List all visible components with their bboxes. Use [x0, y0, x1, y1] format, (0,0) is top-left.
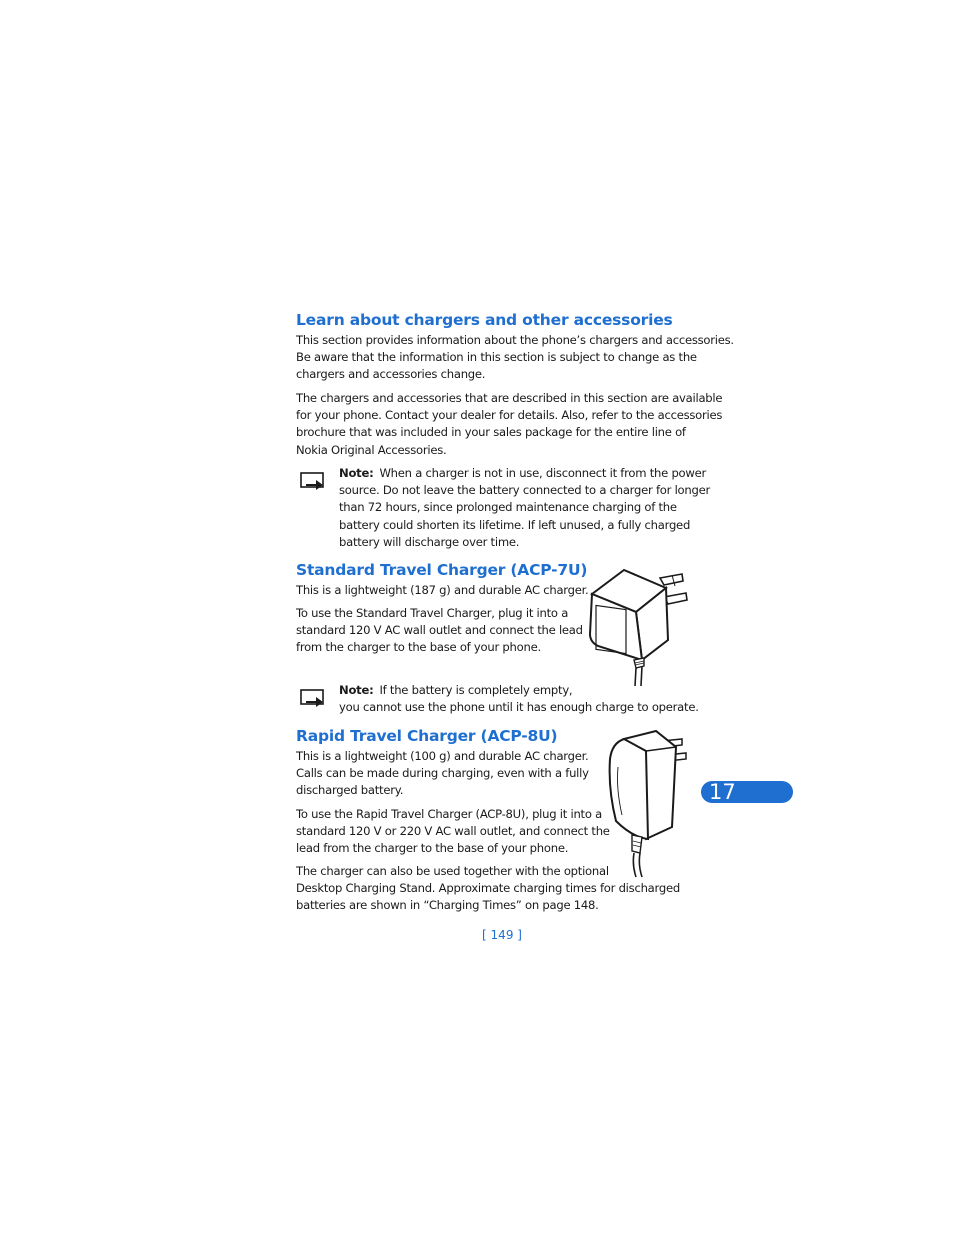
text-line: Be aware that the information in this section is subject to change as the [296, 350, 697, 365]
standard-charger-weight: This is a lightweight (187 g) and durable AC charger. [296, 583, 589, 597]
chapter-number: 17 [709, 780, 736, 804]
text-line: The chargers and accessories that are described in this section are available [296, 391, 723, 405]
text-line: Calls can be made during charging, even with a fully [296, 766, 589, 781]
note-label: Note: [339, 466, 374, 480]
text-line: you cannot use the phone until it has enough charge to operate. [339, 700, 699, 715]
text-line: than 72 hours, since prolonged maintenance charging of the [339, 500, 677, 515]
text-line: brochure that was included in your sales package for the entire line of [296, 425, 686, 440]
text-line: source. Do not leave the battery connected to a charger for longer [339, 483, 710, 498]
text-line: If the battery is completely empty, [379, 683, 573, 697]
note-battery-empty [339, 682, 699, 716]
text-line: for your phone. Contact your dealer for details. Also, refer to the accessories [296, 408, 723, 423]
text-line: discharged battery. [296, 783, 404, 798]
note-icon [300, 472, 330, 492]
chapter-tab [701, 781, 793, 803]
intro-paragraph [296, 332, 734, 384]
text-line: To use the Rapid Travel Charger (ACP-8U), plug it into a [296, 807, 602, 821]
heading-standard-travel-charger: Standard Travel Charger (ACP-7U) [296, 561, 588, 579]
text-line: standard 120 V AC wall outlet and connect the lead [296, 623, 583, 638]
note-icon [300, 689, 330, 709]
text-line: Desktop Charging Stand. Approximate charging times for discharged [296, 881, 680, 896]
rapid-charger-description [296, 748, 589, 800]
rapid-charger-usage [296, 806, 610, 858]
text-line: standard 120 V or 220 V AC wall outlet, and connect the [296, 824, 610, 839]
text-line: from the charger to the base of your phone. [296, 640, 541, 655]
text-line: To use the Standard Travel Charger, plug it into a [296, 606, 569, 620]
heading-rapid-travel-charger: Rapid Travel Charger (ACP-8U) [296, 727, 558, 745]
note-charger-disconnect [339, 465, 710, 551]
text-line: This is a lightweight (100 g) and durable AC charger. [296, 749, 589, 763]
text-line: The charger can also be used together with the optional [296, 864, 609, 878]
text-line: battery could shorten its lifetime. If left unused, a fully charged [339, 517, 691, 532]
text-line: Nokia Original Accessories. [296, 442, 447, 457]
availability-paragraph [296, 390, 722, 459]
charger-acp-7u-icon [586, 564, 694, 688]
text-line: battery will discharge over time. [339, 534, 520, 549]
text-line: This section provides information about the phone’s chargers and accessories. [296, 333, 734, 347]
charger-acp-8u-icon [602, 729, 690, 879]
text-line: When a charger is not in use, disconnect it from the power [379, 466, 707, 480]
page-number: [ 149 ] [482, 928, 522, 942]
text-line: chargers and accessories change. [296, 367, 486, 382]
note-label: Note: [339, 683, 374, 697]
text-line: lead from the charger to the base of your phone. [296, 841, 569, 856]
text-line: batteries are shown in “Charging Times” on page 148. [296, 898, 599, 913]
heading-learn-about-chargers: Learn about chargers and other accessories [296, 311, 673, 329]
standard-charger-usage [296, 605, 583, 657]
